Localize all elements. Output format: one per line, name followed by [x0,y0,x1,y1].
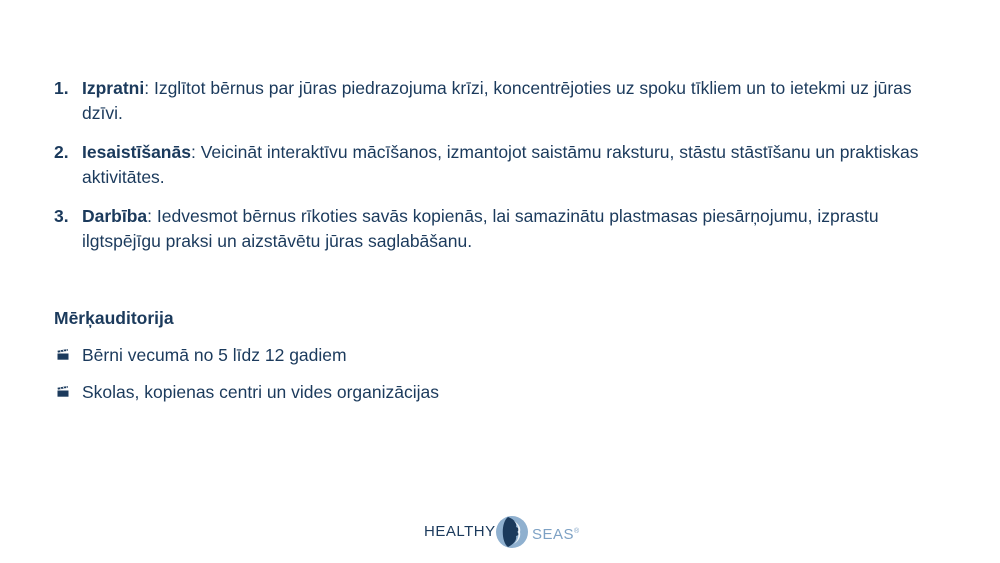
healthy-seas-logo [424,512,584,552]
objective-text: : Izglītot bērnus par jūras piedrazojuma krīzi, koncentrējoties uz spoku tīkliem un to ietekmi uz jūras dzīvi. [82,78,912,123]
objective-term: Darbība [82,206,148,226]
logo-text-seas [532,524,580,543]
audience-item [54,343,954,368]
wave-face-logo-icon [494,514,530,550]
clapperboard-icon [57,349,69,360]
objectives-list [54,76,954,268]
audience-list [54,343,954,405]
objective-number: 2. [54,142,69,162]
logo-seas-word: SEAS [532,526,575,543]
registered-mark: ® [574,528,580,535]
objective-term: Izpratni [82,78,145,98]
objective-term: Iesaistīšanās [82,142,191,162]
clapperboard-icon [57,386,69,397]
objective-number: 3. [54,206,69,226]
audience-item-text: Bērni vecumā no 5 līdz 12 gadiem [82,345,347,365]
audience-item-text: Skolas, kopienas centri un vides organizācijas [82,382,439,402]
objective-item [54,76,954,126]
logo-text-healthy: HEALTHY [424,523,496,540]
objective-text: : Veicināt interaktīvu mācīšanos, izmantojot saistāmu raksturu, stāstu stāstīšanu un praktiskas aktivitātes. [82,142,919,187]
objective-number: 1. [54,78,69,98]
objective-item [54,140,954,190]
audience-item [54,380,954,405]
audience-section [54,306,954,417]
objective-text: : Iedvesmot bērnus rīkoties savās kopienās, lai samazinātu plastmasas piesārņojumu, izprastu ilgtspējīgu praksi un aizstāvētu jūras saglabāšanu. [82,206,879,251]
audience-title: Mērķauditorija [54,308,174,328]
objective-item [54,204,954,254]
